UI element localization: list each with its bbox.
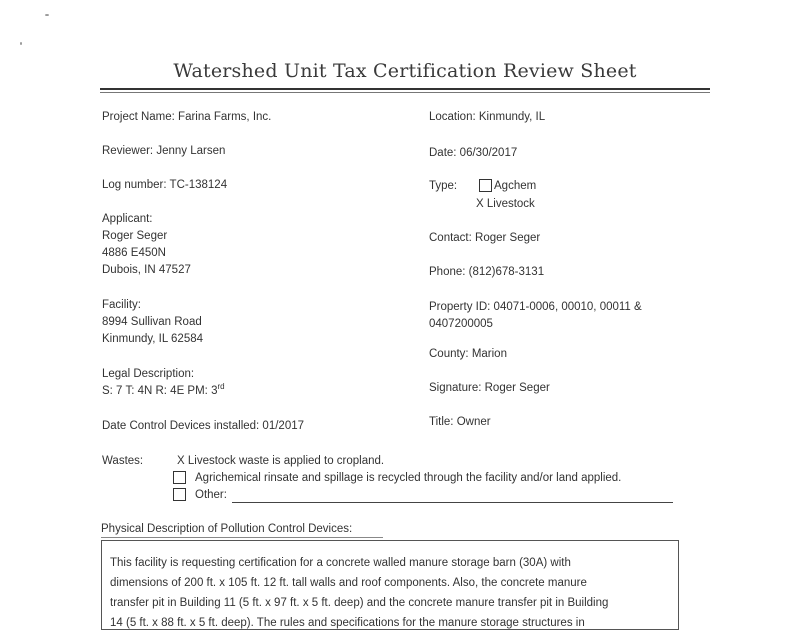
facility-address-line2: Kinmundy, IL 62584 [102, 333, 204, 345]
phone: Phone: (812)678-3131 [429, 266, 545, 278]
physical-description-line: 14 (5 ft. x 88 ft. x 5 ft. deep). The rules and specifications for the manure storage structures in [110, 617, 585, 629]
applicant-label: Applicant: [102, 213, 153, 225]
legal-description-sup: rd [217, 382, 225, 392]
signature: Signature: Roger Seger [429, 382, 550, 394]
type-agchem-label: Agchem [494, 180, 537, 192]
scan-speck [45, 14, 49, 16]
heading-underline [101, 537, 383, 538]
physical-description-line: This facility is requesting certification for a concrete walled manure storage barn (30A) with [110, 557, 571, 569]
reviewer: Reviewer: Jenny Larsen [102, 145, 226, 157]
county: County: Marion [429, 348, 507, 360]
title-rule-thin [100, 92, 710, 93]
facility-label: Facility: [102, 299, 141, 311]
legal-description-text: S: 7 T: 4N R: 4E PM: 3 [102, 385, 218, 397]
wastes-option-livestock: X Livestock waste is applied to cropland. [177, 455, 385, 467]
contact: Contact: Roger Seger [429, 232, 541, 244]
other-fill-line[interactable] [232, 502, 673, 503]
log-number: Log number: TC-138124 [102, 179, 228, 191]
physical-description-line: transfer pit in Building 11 (5 ft. x 97 ft. x 5 ft. deep) and the concrete manure transfer pit in Building [110, 597, 609, 609]
applicant-address-line2: Dubois, IN 47527 [102, 264, 191, 276]
physical-description-box [101, 540, 679, 630]
title-field: Title: Owner [429, 416, 491, 428]
wastes-label: Wastes: [102, 455, 144, 467]
applicant-name: Roger Seger [102, 230, 168, 242]
page-title: Watershed Unit Tax Certification Review Sheet [173, 60, 637, 82]
facility-address-line1: 8994 Sullivan Road [102, 316, 202, 328]
legal-description-value [102, 383, 225, 400]
other-checkbox[interactable] [173, 488, 186, 501]
wastes-option-other: Other: [195, 489, 227, 501]
property-id-line2: 0407200005 [429, 318, 493, 330]
legal-description-label: Legal Description: [102, 368, 195, 380]
title-rule [100, 88, 710, 90]
review-date: Date: 06/30/2017 [429, 147, 518, 159]
agchem-checkbox[interactable] [479, 179, 492, 192]
agrichemical-checkbox[interactable] [173, 471, 186, 484]
date-control-devices-installed: Date Control Devices installed: 01/2017 [102, 420, 305, 432]
physical-description-line: dimensions of 200 ft. x 105 ft. 12 ft. tall walls and roof components. Also, the concrete manure [110, 577, 587, 589]
project-name: Project Name: Farina Farms, Inc. [102, 111, 272, 123]
wastes-option-agrichemical: Agrichemical rinsate and spillage is recycled through the facility and/or land applied. [195, 472, 622, 484]
scan-speck [20, 42, 22, 45]
property-id-line1: Property ID: 04071-0006, 00010, 00011 & [429, 301, 642, 313]
applicant-address-line1: 4886 E450N [102, 247, 166, 259]
location: Location: Kinmundy, IL [429, 111, 546, 123]
type-label: Type: [429, 180, 458, 192]
physical-description-heading: Physical Description of Pollution Control Devices: [101, 523, 353, 535]
type-livestock-label: X Livestock [476, 198, 535, 210]
